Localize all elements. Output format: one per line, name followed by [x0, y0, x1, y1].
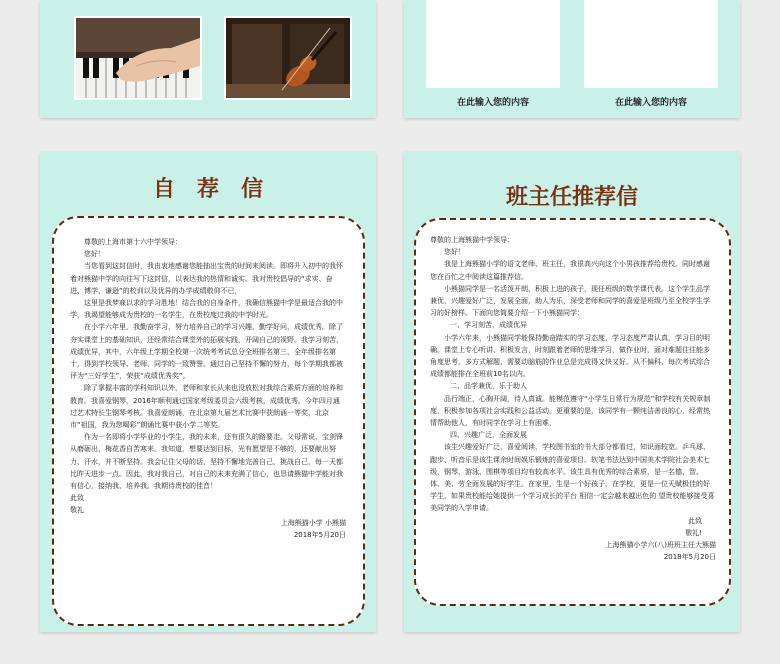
letter-paragraph: 当您看到这封信时，我由衷地感谢您能抽出宝贵的时间来阅读。即将升入初中的我怀着对熊猫中学的向往写下这封信，以表达我的热情和诚实。我对贵校倡导的“求实、奋进、博学、谦逊”的校训以及优异的办学成绩敬仰不已，	[70, 262, 343, 295]
letter-section-heading: 四、兴趣广泛，全面发展	[450, 431, 527, 440]
letter-closing: 敬礼!	[685, 528, 702, 537]
letter-signature: 上海熊猫小学六(八)班班主任大熊猫	[605, 541, 716, 550]
letter-paragraph: 作为一名即将小学毕业的小学生，我的未来，还有很久的路要走。父母常说，宝剑锋从磨砺出，梅花香自苦寒来。我知道，想要达到目标，光有愿望是不够的，还要献出努力、汗水，并不断坚持。我会记住父母的话，坚持不懈地完善自己，挑战自己，每一天都比昨天进步一点。因此，我对我自己，对自己的未来充满了信心，也恳请熊猫中学能对我有信心，接纳我、培养我。我期待贵校的佳音！	[70, 433, 343, 491]
letter-greeting: 尊敬的上海市第十六中学领导：	[84, 238, 182, 246]
letter-paragraph: 除了掌握丰富的学科知识以外，老师和家长从来也没放松对我综合素质方面的培养和教育。我喜爱钢琴，2016年顺利通过国家考级委员会六级考核，成绩优秀。今年四月通过艺术特长生钢琴考核。我喜爱朗诵，在北京第九届艺术比赛中获朗诵一等奖，北京市“祖国，我为您喝彩”朗诵比赛中获小学二等奖。	[70, 384, 343, 430]
letter-section-heading: 二、品学兼优，乐于助人	[450, 382, 527, 391]
letter-hello: 您好！	[444, 248, 465, 257]
letter-paragraph: 品行端正，心胸开阔，待人真诚。能模范遵守“小学生日常行为规范”和学校有关规章制度，积极参加各项社会实践和公益活动。更重要的是，该同学有一颗纯洁善良的心，经常热情帮助他人，有时同学在学习上有困难，	[430, 394, 711, 428]
letter-signature: 上海熊猫小学 小熊猫	[280, 518, 346, 527]
placeholder-caption-1: 在此输入您的内容	[456, 98, 529, 108]
top-left-panel	[40, 0, 376, 118]
violin-image	[226, 18, 350, 98]
letter-section-heading: 一、学习刻苦，成绩优异	[450, 321, 527, 330]
letter-title: 班主任推荐信	[505, 184, 638, 210]
letter-closing: 此致	[70, 494, 84, 503]
letter-paragraph: 在小学六年里，我勤奋学习，努力培养自己的学习兴趣，勤学好问，成绩优秀。除了夯实课堂上的基础知识，还经常结合课堂外的拓展实践，开阔自己的视野。我学习刻苦，成绩优异，其中，六年级上学期全校第一次统考考试总分全班排名第三，全年级排名第十，得到学校领导、老师、同学的一致赞誉。通过自己坚持不懈的努力，每个学期我都被评为“三好学生”，荣获“成绩优秀奖”。	[70, 323, 343, 381]
letter-paragraph: 我是上海熊猫小学的语文老师、班主任，我很高兴向这个小男孩推荐给贵校。同时感谢您在百忙之中阅读这篇推荐信。	[430, 260, 710, 281]
letter-hello: 您好！	[84, 250, 105, 259]
letter-paragraph: 小熊猫同学是一名活泼开朗、积极上进的孩子，现任班级的数学课代表。这个学生品学兼优，兴趣爱好广泛，发展全面，助人为乐，深受老师和同学的喜爱是班级乃至全校学生学习的好榜样。下面向您简要介绍一下小熊猫同学：	[430, 284, 710, 318]
self-recommendation-panel	[40, 152, 376, 632]
piano-photo	[74, 16, 202, 100]
letter-body	[70, 236, 346, 541]
letter-paragraph: 该生兴趣爱好广泛，喜爱阅读，学校图书室的书大部分都看过，知识面较宽。乒乓球、跑步、听音乐是该生课余时间娱乐锻炼的喜爱项目。软笔书法达到中国美术学院社会美术七级，钢琴、游泳、围棋等项目均有较高水平。该生具有优秀的综合素质，是一名德、智、体、美、劳全面发展的好学生。在家里，生是一个好孩子，在学校，更是一位天赋极佳的好学生，如果贵校能给她提供一个学习成长的平台 相信一定会越来越出色的 望贵校能够接受喜美同学的入学申请。	[430, 443, 715, 513]
letter-closing: 敬礼	[70, 506, 84, 515]
piano-hands-image	[76, 18, 200, 98]
violin-photo	[224, 16, 352, 100]
letter-closing: 此致	[688, 516, 702, 525]
top-right-panel	[404, 0, 740, 118]
placeholder-caption-2: 在此输入您的内容	[614, 98, 687, 108]
letter-paragraph: 这里是我梦寐以求的学习胜地！结合我的自身条件，我确信熊猫中学是最适合我的中学，我渴望能够成为贵校的一名学生，在贵校度过我的中学时光。	[70, 299, 343, 320]
letter-body	[430, 234, 716, 563]
letter-greeting: 尊敬的上海熊猫中学领导：	[430, 236, 514, 244]
teacher-recommendation-panel	[404, 152, 740, 632]
letter-date: 2018年5月20日	[663, 553, 716, 562]
letter-title: 自 荐 信	[152, 176, 263, 202]
image-placeholder-2	[584, 0, 718, 88]
image-placeholder-1	[426, 0, 560, 88]
letter-date: 2018年5月20日	[293, 530, 346, 539]
letter-paragraph: 小学六年来，小熊猫同学能保持勤奋踏实的学习态度，学习态度严肃认真，学习目的明确。课堂上专心听讲、积极发言，时刻跟着老师的思维学习，做作业时，面对难题往往能多角度思考，多方式解题，需要动脑筋的作业总是完成得又快又好。从不偏科，每次考试综合成绩都能排在全班前10名以内。	[430, 333, 710, 379]
